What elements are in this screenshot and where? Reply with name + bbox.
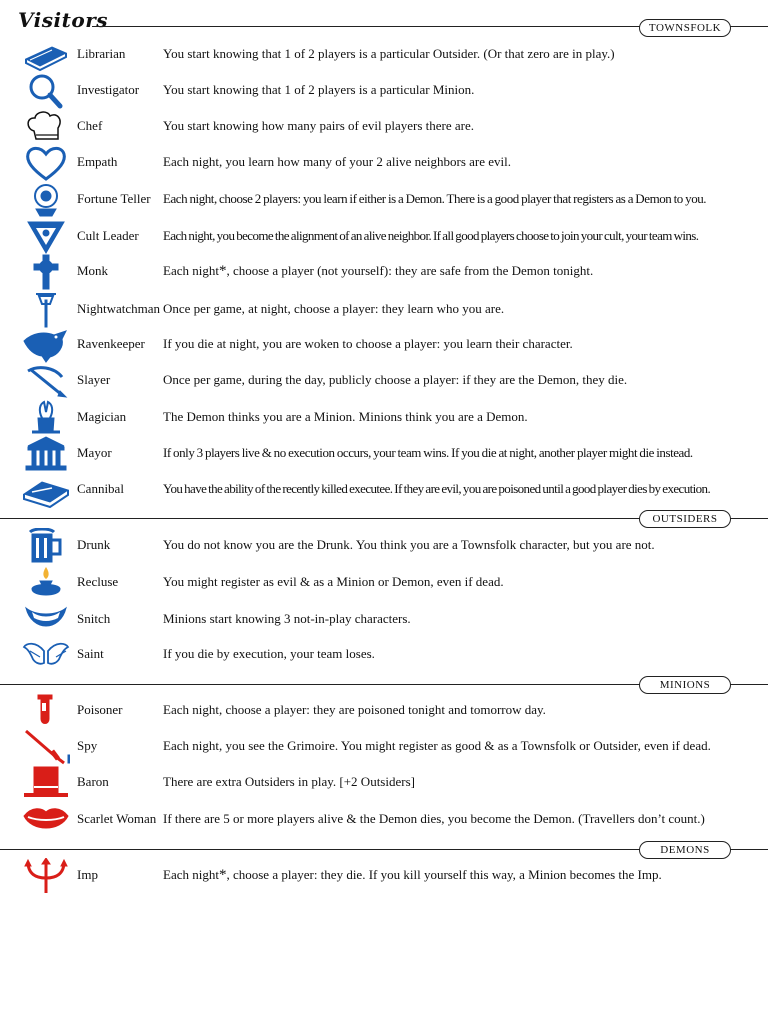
character-ability: If you die at night, you are woken to choose a player: you learn their character. [163,336,573,351]
trident-icon [22,858,70,894]
character-row-drunk [0,528,768,564]
character-row-cult-leader [0,219,768,255]
character-row-spy [0,729,768,765]
character-name: Monk [77,263,109,278]
character-name: Mayor [77,445,112,460]
section-label-minions: MINIONS [639,676,731,694]
character-name: Snitch [77,611,111,626]
character-ability: You start knowing how many pairs of evil players there are. [163,118,474,133]
character-name: Investigator [77,82,140,97]
character-ability: Each night*, choose a player (not yourself): they are safe from the Demon tonight. [163,263,594,279]
character-name: Recluse [77,574,119,589]
character-name: Nightwatchman [77,301,161,316]
character-ability: Each night, you learn how many of your 2 alive neighbors are evil. [163,154,512,169]
character-row-snitch [0,602,768,638]
character-name: Magician [77,409,127,424]
character-name: Librarian [77,46,126,61]
character-ability: Each night, you become the alignment of an alive neighbor. If all good players choose to join your cult, your team wins. [163,228,699,243]
character-name: Cult Leader [77,228,139,243]
character-ability: Once per game, at night, choose a player: they learn who you are. [163,301,505,316]
beer-mug-icon [22,528,70,564]
character-row-monk [0,254,768,290]
dagger-icon [22,729,70,765]
poison-vial-icon [22,693,70,729]
character-ability: Each night, you see the Grimoire. You might register as good & as a Townsfolk or Outsider, even if dead. [163,738,711,753]
character-name: Slayer [77,372,111,387]
character-row-magician [0,400,768,436]
character-name: Chef [77,118,103,133]
character-row-ravenkeeper [0,327,768,363]
character-row-investigator [0,73,768,109]
character-row-baron [0,765,768,801]
section-label-demons: DEMONS [639,841,731,859]
character-ability: If there are 5 or more players alive & the Demon dies, you become the Demon. (Travellers don’t count.) [163,811,705,826]
character-row-slayer [0,363,768,399]
character-row-nightwatchman [0,292,768,328]
character-name: Saint [77,646,104,661]
character-ability: There are extra Outsiders in play. [+2 Outsiders] [163,774,415,789]
pie-icon [22,472,70,508]
character-row-librarian [0,37,768,73]
character-ability: You might register as evil & as a Minion or Demon, even if dead. [163,574,504,589]
character-ability: You do not know you are the Drunk. You think you are a Townsfolk character, but you are not. [163,537,655,552]
cult-triangle-icon [22,219,70,255]
character-ability: Each night, choose a player: they are poisoned tonight and tomorrow day. [163,702,546,717]
character-name: Cannibal [77,481,124,496]
character-ability: Each night, choose 2 players: you learn if either is a Demon. There is a good player that registers as a Demon to you. [163,191,707,206]
character-name: Scarlet Woman [77,811,157,826]
character-row-scarlet-woman [0,802,768,838]
page-title: Visitors [18,8,108,32]
character-ability: You start knowing that 1 of 2 players is a particular Minion. [163,82,475,97]
character-row-recluse [0,565,768,601]
character-name: Empath [77,154,118,169]
raven-icon [22,327,70,363]
character-name: Spy [77,738,98,753]
character-ability: If you die by execution, your team loses. [163,646,375,661]
section-label-townsfolk: TOWNSFOLK [639,19,731,37]
character-name: Imp [77,867,98,882]
heart-icon [22,145,70,181]
character-name: Fortune Teller [77,191,151,206]
character-name: Ravenkeeper [77,336,145,351]
character-ability: Each night*, choose a player: they die. If you kill yourself this way, a Minion becomes the Imp. [163,867,662,883]
wings-icon [22,637,70,673]
character-row-imp [0,858,768,894]
lips-icon [22,802,70,838]
character-ability: You have the ability of the recently killed executee. If they are evil, you are poisoned until a good player dies by execution. [163,481,711,496]
crystal-ball-icon [22,182,70,218]
grin-icon [22,602,70,638]
character-ability: If only 3 players live & no execution occurs, your team wins. If you die at night, another player might die instead. [163,445,693,460]
character-ability: Once per game, during the day, publicly choose a player: if they are the Demon, they die. [163,372,628,387]
magic-hat-icon [22,400,70,436]
town-hall-icon [22,436,70,472]
character-row-cannibal [0,472,768,508]
top-hat-icon [22,765,70,801]
magnifying-glass-icon [22,73,70,109]
lamppost-icon [22,292,70,328]
character-row-mayor [0,436,768,472]
character-name: Baron [77,774,109,789]
character-row-poisoner [0,693,768,729]
character-row-empath [0,145,768,181]
character-ability: The Demon thinks you are a Minion. Minions think you are a Demon. [163,409,528,424]
book-icon [22,37,70,73]
chef-hat-icon [22,109,70,145]
character-row-fortune-teller [0,182,768,218]
character-row-saint [0,637,768,673]
character-row-chef [0,109,768,145]
oil-lamp-icon [22,565,70,601]
character-ability: You start knowing that 1 of 2 players is a particular Outsider. (Or that zero are in play.) [163,46,615,61]
character-ability: Minions start knowing 3 not-in-play characters. [163,611,411,626]
section-label-outsiders: OUTSIDERS [639,510,731,528]
cross-icon [22,254,70,290]
character-name: Poisoner [77,702,123,717]
character-name: Drunk [77,537,111,552]
crossbow-icon [22,363,70,399]
